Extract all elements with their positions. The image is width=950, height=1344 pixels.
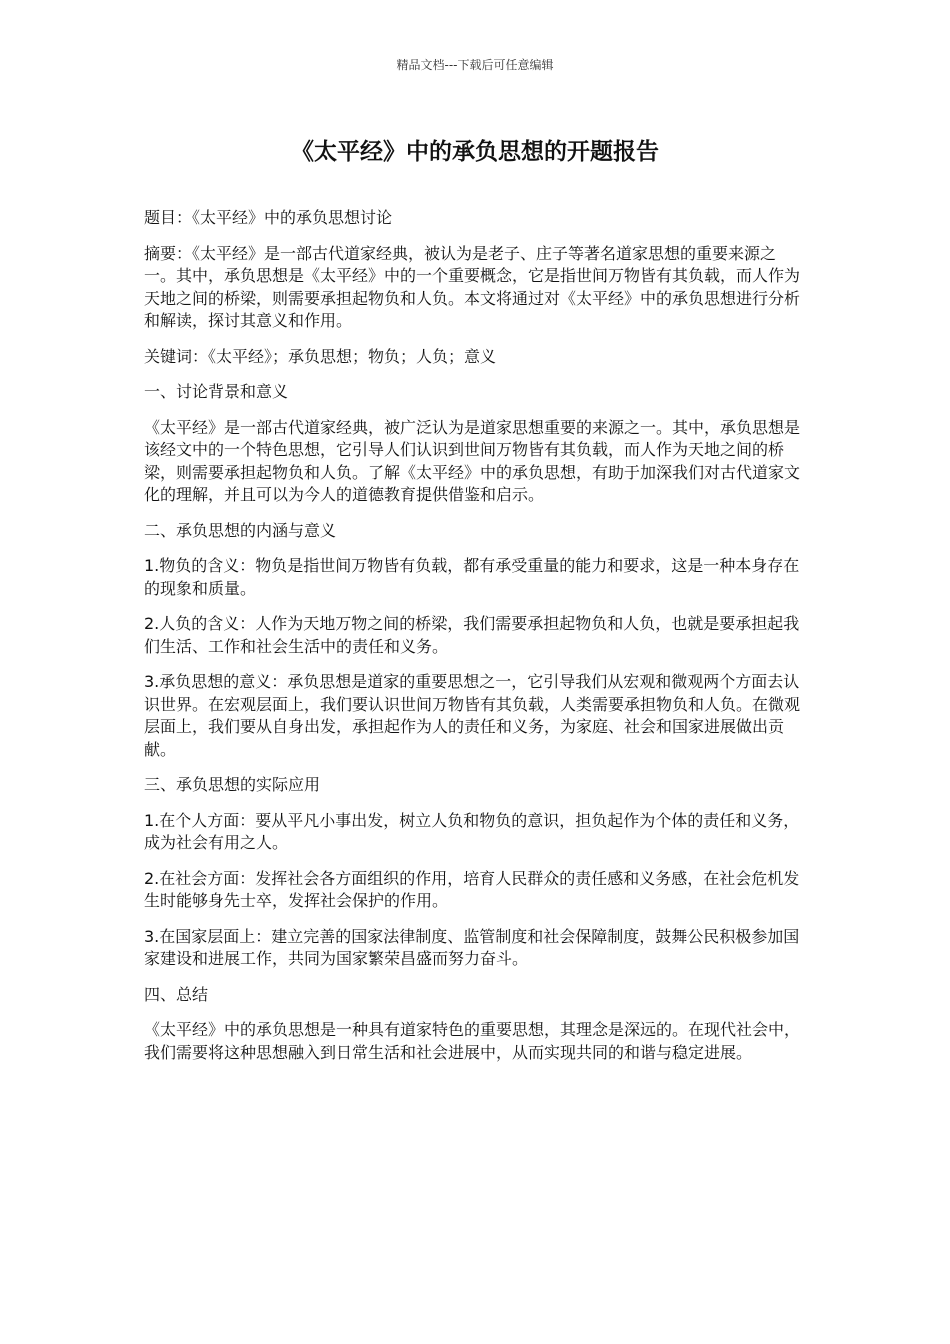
list-item: 3.承负思想的意义：承负思想是道家的重要思想之一，它引导我们从宏观和微观两个方面去认识世界。在宏观层面上，我们要认识世间万物皆有其负载，人类需要承担物负和人负。在微观层面上，我们要从自身出发，承担起作为人的责任和义务，为家庭、社会和国家进展做出贡献。 <box>144 672 801 759</box>
section-heading-connotation: 二、承负思想的内涵与意义 <box>144 520 337 540</box>
document-body <box>144 207 806 1077</box>
abstract-paragraph: 摘要：《太平经》是一部古代道家经典，被认为是老子、庄子等著名道家思想的重要来源之一。其中，承负思想是《太平经》中的一个重要概念，它是指世间万物皆有其负载，而人作为天地之间的桥梁，则需要承担起物负和人负。本文将通过对《太平经》中的承负思想进行分析和解读，探讨其意义和作用。 <box>144 243 801 330</box>
list-item: 1.在个人方面：要从平凡小事出发，树立人负和物负的意识，担负起作为个体的责任和义务，成为社会有用之人。 <box>144 810 800 852</box>
section-heading-background: 一、讨论背景和意义 <box>144 382 289 401</box>
keywords-line: 关键词：《太平经》；承负思想；物负；人负；意义 <box>144 346 497 366</box>
section-heading-application: 三、承负思想的实际应用 <box>144 775 321 794</box>
list-item: 2.在社会方面：发挥社会各方面组织的作用，培育人民群众的责任感和义务感，在社会危机发生时能够身先士卒，发挥社会保护的作用。 <box>144 868 800 910</box>
list-item: 1.物负的含义：物负是指世间万物皆有负载，都有承受重量的能力和要求，这是一种本身存在的现象和质量。 <box>144 556 800 598</box>
list-item: 3.在国家层面上：建立完善的国家法律制度、监管制度和社会保障制度，鼓舞公民积极参加国家建设和进展工作，共同为国家繁荣昌盛而努力奋斗。 <box>144 926 800 968</box>
section-heading-summary: 四、总结 <box>144 984 209 1004</box>
document-title: 《太平经》中的承负思想的开题报告 <box>291 139 659 165</box>
header-note: 精品文档---下载后可任意编辑 <box>396 58 554 72</box>
topic-line: 题目：《太平经》中的承负思想讨论 <box>144 208 393 227</box>
list-item: 2.人负的含义：人作为天地万物之间的桥梁，我们需要承担起物负和人负，也就是要承担起我们生活、工作和社会生活中的责任和义务。 <box>144 614 800 656</box>
background-paragraph: 《太平经》是一部古代道家经典，被广泛认为是道家思想重要的来源之一。其中，承负思想是该经文中的一个特色思想，它引导人们认识到世间万物皆有其负载，而人作为天地之间的桥梁，则需要承担起物负和人负。了解《太平经》中的承负思想，有助于加深我们对古代道家文化的理解，并且可以为今人的道德教育提供借鉴和启示。 <box>144 417 801 504</box>
summary-paragraph: 《太平经》中的承负思想是一种具有道家特色的重要思想，其理念是深远的。在现代社会中，我们需要将这种思想融入到日常生活和社会进展中，从而实现共同的和谐与稳定进展。 <box>144 1020 801 1062</box>
